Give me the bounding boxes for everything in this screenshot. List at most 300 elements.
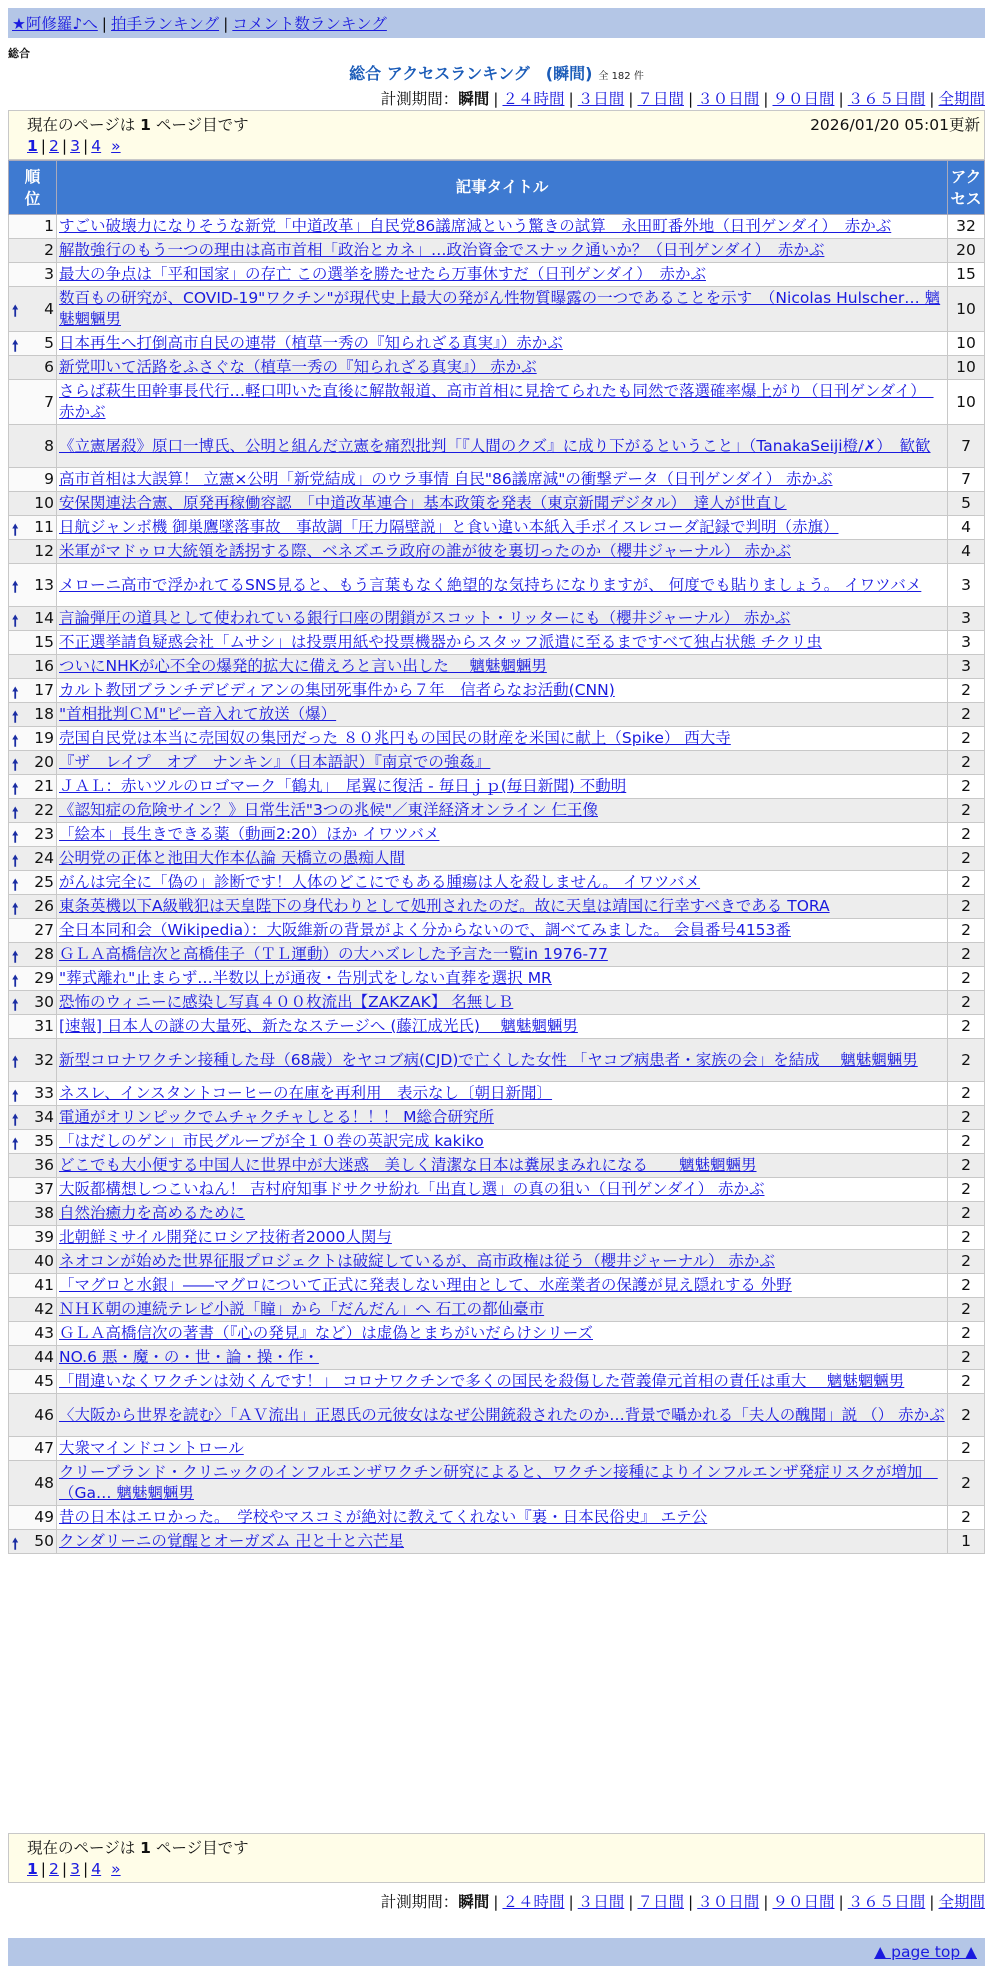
title-cell	[57, 287, 948, 332]
article-link[interactable]: 「間違いなくワクチンは効くんです！」 コロナワクチンで多くの国民を殺傷した菅義偉元首相の責任は重大 魑魅魍魎男	[59, 1372, 905, 1390]
paging-box-top	[8, 110, 985, 160]
next-page-link[interactable]: »	[111, 1860, 121, 1878]
rank-number: 12	[34, 542, 54, 560]
page-link-1[interactable]: 1	[27, 137, 38, 155]
separator: |	[763, 1893, 769, 1911]
rank-number: 8	[44, 436, 54, 455]
up-arrow-icon: 🠕	[12, 731, 19, 750]
article-link[interactable]: 自然治癒力を高めるために	[59, 1204, 246, 1222]
rank-number: 48	[34, 1473, 54, 1492]
article-link[interactable]: どこでも大小便する中国人に世界中が大迷惑 美しく清潔な日本は糞尿まみれになる 魑魅魍魎男	[59, 1156, 757, 1174]
rank-number: 40	[34, 1252, 54, 1270]
period-label: 計測期間：	[380, 90, 459, 108]
rank-cell	[9, 1015, 57, 1039]
separator: |	[838, 1893, 844, 1911]
title-cell	[57, 564, 948, 607]
table-row	[9, 1461, 985, 1506]
rank-cell	[9, 287, 57, 332]
article-link[interactable]: ＪＡＬ：赤いツルのロゴマーク「鶴丸」 尾翼に復活 - 毎日ｊｐ(毎日新聞) 不動明	[59, 777, 627, 795]
table-row	[9, 679, 985, 703]
period-option-link[interactable]: ３６５日間	[847, 90, 926, 108]
rank-cell	[9, 1298, 57, 1322]
article-link[interactable]: 新党叩いて活路をふさぐな（植草一秀の『知られざる真実』） 赤かぶ	[59, 358, 537, 376]
rank-cell	[9, 1437, 57, 1461]
article-link[interactable]: 《認知症の危険サイン？》日常生活"3つの兆候"／東洋経済オンライン 仁王像	[59, 801, 598, 819]
rank-number: 47	[34, 1439, 54, 1457]
page-title	[0, 61, 993, 84]
page-link-2[interactable]: 2	[49, 1860, 59, 1878]
rank-cell	[9, 1130, 57, 1154]
period-option-link[interactable]: ２４時間	[502, 90, 565, 108]
table-row	[9, 727, 985, 751]
period-selector	[381, 87, 985, 109]
title-cell	[57, 380, 948, 425]
paging-box-bottom	[8, 1833, 985, 1883]
title-cell	[57, 1154, 948, 1178]
table-row	[9, 967, 985, 991]
rank-number: 2	[44, 241, 54, 259]
up-arrow-icon: 🠕	[12, 875, 19, 894]
rank-cell	[9, 727, 57, 751]
access-count: 10	[948, 287, 985, 332]
section-label: 総合	[8, 47, 30, 60]
up-arrow-icon: 🠕	[12, 779, 19, 798]
article-link[interactable]: 「マグロと水銀」――マグロについて正式に発表しない理由として、水産業者の保護が見え隠れする 外野	[59, 1276, 792, 1294]
rank-cell	[9, 1274, 57, 1298]
article-link[interactable]: クリーブランド・クリニックのインフルエンザワクチン研究によると、ワクチン接種によりインフルエンザ発症リスクが増加 （Ga… 魑魅魍魎男	[59, 1463, 938, 1502]
top-nav-bar	[8, 8, 985, 38]
article-link[interactable]: 東条英機以下A級戦犯は天皇陛下の身代わりとして処刑されたのだ。故に天皇は靖国に行幸すべきである TORA	[59, 897, 830, 915]
page-top-link[interactable]: ▲ page top ▲	[874, 1943, 977, 1961]
rank-number: 6	[44, 358, 54, 376]
rank-number: 39	[34, 1228, 54, 1246]
access-count: 2	[948, 1506, 985, 1530]
comment-ranking-link[interactable]: コメント数ランキング	[232, 15, 387, 33]
rank-cell	[9, 607, 57, 631]
rank-number: 27	[34, 921, 54, 939]
table-row	[9, 895, 985, 919]
table-row	[9, 991, 985, 1015]
table-row	[9, 1130, 985, 1154]
access-count: 2	[948, 799, 985, 823]
rank-cell	[9, 991, 57, 1015]
access-count: 2	[948, 751, 985, 775]
article-link[interactable]: 言論弾圧の道具として使われている銀行口座の閉鎖がスコット・リッターにも（櫻井ジャーナル） 赤かぶ	[59, 609, 791, 627]
period-option-link[interactable]: ９０日間	[772, 1893, 835, 1911]
table-row	[9, 823, 985, 847]
title-cell	[57, 1370, 948, 1394]
rank-cell	[9, 1154, 57, 1178]
updated-time: 2026/01/20 05:01更新	[810, 116, 980, 134]
article-link[interactable]: がんは完全に「偽の」診断です！人体のどこにでもある腫瘍は人を殺しません。 イワツバメ	[59, 873, 701, 891]
table-row	[9, 1506, 985, 1530]
article-link[interactable]: ＮＨＫ朝の連続テレビ小説「瞳」から「だんだん」へ 石工の都仙臺市	[59, 1300, 545, 1318]
rank-number: 15	[34, 633, 54, 651]
title-cell	[57, 1082, 948, 1106]
article-link[interactable]: 安保関連法合憲、原発再稼働容認 「中道改革連合」基本政策を発表（東京新聞デジタル） 達人が世直し	[59, 494, 787, 512]
access-count: 2	[948, 1370, 985, 1394]
access-count: 2	[948, 1202, 985, 1226]
access-count: 2	[948, 991, 985, 1015]
table-row	[9, 356, 985, 380]
title-cell	[57, 1274, 948, 1298]
ranking-title: 総合 アクセスランキング (瞬間)	[349, 64, 593, 83]
title-cell	[57, 607, 948, 631]
period-option-link[interactable]: ７日間	[637, 90, 684, 108]
article-link[interactable]: ＧＬＡ高橋信次と高橋佳子（ＴＬ運動）の大ハズレした予言た一覧in 1976-77	[59, 945, 608, 963]
period-selector	[381, 1890, 985, 1912]
title-cell	[57, 239, 948, 263]
access-count: 2	[948, 1322, 985, 1346]
article-link[interactable]: 《立憲屠殺》原口一博氏、公明と組んだ立憲を痛烈批判「『人間のクズ』に成り下がるということ」（TanakaSeiji橙/✗） 歓歓	[59, 436, 931, 455]
article-link[interactable]: 北朝鮮ミサイル開発にロシア技術者2000人関与	[59, 1228, 392, 1246]
up-arrow-icon: 🠕	[12, 520, 19, 539]
rank-number: 26	[34, 897, 54, 915]
pager	[27, 137, 121, 155]
pager	[27, 1860, 121, 1878]
period-option-link[interactable]: 全期間	[938, 1893, 985, 1911]
rank-cell	[9, 468, 57, 492]
rank-cell	[9, 1178, 57, 1202]
article-link[interactable]: 最大の争点は「平和国家」の存亡 この選挙を勝たせたら万事休すだ（日刊ゲンダイ） 赤かぶ	[59, 265, 706, 283]
rank-number: 25	[34, 873, 54, 891]
period-option-link[interactable]: 全期間	[938, 90, 985, 108]
rank-cell	[9, 1226, 57, 1250]
article-link[interactable]: 全日本同和会（Wikipedia）：大阪維新の背景がよく分からないので、調べてみました。 会員番号4153番	[59, 921, 791, 939]
access-count: 7	[948, 468, 985, 492]
article-link[interactable]: 昔の日本はエロかった。 学校やマスコミが絶対に教えてくれない『裏・日本民俗史』 エテ公	[59, 1508, 708, 1526]
table-row	[9, 607, 985, 631]
title-cell	[57, 1298, 948, 1322]
title-cell	[57, 516, 948, 540]
table-row	[9, 1106, 985, 1130]
title-cell	[57, 1322, 948, 1346]
access-count: 2	[948, 871, 985, 895]
rank-cell	[9, 425, 57, 468]
period-option-link[interactable]: ３０日間	[697, 1893, 760, 1911]
title-cell	[57, 1461, 948, 1506]
access-count: 2	[948, 1298, 985, 1322]
separator: |	[493, 1893, 499, 1911]
access-count: 32	[948, 215, 985, 239]
separator: |	[61, 1860, 68, 1878]
period-option-link[interactable]: ３日間	[577, 90, 625, 108]
up-arrow-icon: 🠕	[12, 336, 19, 355]
access-count: 2	[948, 727, 985, 751]
article-link[interactable]: 電通がオリンピックでムチャクチャしとる！！！ M総合研究所	[59, 1108, 494, 1126]
access-count: 2	[948, 943, 985, 967]
page-link-3[interactable]: 3	[70, 137, 81, 155]
table-row	[9, 492, 985, 516]
rank-cell	[9, 215, 57, 239]
access-count: 1	[948, 1530, 985, 1554]
article-link[interactable]: 売国自民党は本当に売国奴の集団だった ８０兆円もの国民の財産を米国に献上（Spike） 西大寺	[59, 729, 731, 747]
rank-number: 28	[34, 945, 54, 963]
next-page-link[interactable]: »	[111, 137, 121, 155]
article-link[interactable]: クンダリーニの覚醒とオーガズム 卍と十と六芒星	[59, 1532, 404, 1550]
table-row	[9, 1370, 985, 1394]
rank-cell	[9, 380, 57, 425]
article-link[interactable]: メローニ高市で浮かれてるSNS見ると、もう言葉もなく絶望的な気持ちになりますが、 何度でも貼りましょう。 イワツバメ	[59, 575, 922, 594]
table-row	[9, 516, 985, 540]
rank-number: 34	[34, 1108, 54, 1126]
access-count: 10	[948, 356, 985, 380]
title-cell	[57, 655, 948, 679]
rank-cell	[9, 967, 57, 991]
separator: |	[568, 90, 574, 108]
article-link[interactable]: 公明党の正体と池田大作本仏論 天橋立の愚痴人間	[59, 849, 405, 867]
article-link[interactable]: 高市首相は大誤算！ 立憲×公明「新党結成」のウラ事情 自民"86議席減"の衝撃データ（日刊ゲンダイ） 赤かぶ	[59, 470, 833, 488]
table-row	[9, 1437, 985, 1461]
rank-number: 36	[34, 1156, 54, 1174]
article-link[interactable]: 日本再生へ打倒高市自民の連帯（植草一秀の『知られざる真実』）赤かぶ	[59, 334, 563, 352]
separator: |	[568, 1893, 574, 1911]
article-link[interactable]: 新型コロナワクチン接種した母（68歳）をヤコブ病(CJD)で亡くした女性 「ヤコブ病患者・家族の会」を結成 魑魅魍魎男	[59, 1050, 918, 1069]
rank-number: 45	[34, 1372, 54, 1390]
home-link[interactable]: ★阿修羅♪へ	[12, 15, 98, 33]
separator: |	[628, 1893, 634, 1911]
table-row	[9, 919, 985, 943]
page-link-3[interactable]: 3	[70, 1860, 81, 1878]
up-arrow-icon: 🠕	[12, 1134, 19, 1153]
rank-cell	[9, 1322, 57, 1346]
separator: |	[83, 137, 89, 155]
access-count: 4	[948, 516, 985, 540]
access-count: 10	[948, 380, 985, 425]
article-link[interactable]: すごい破壊力になりそうな新党「中道改革」自民党86議席減という驚きの試算 永田町番外地（日刊ゲンダイ） 赤かぶ	[59, 217, 892, 235]
table-row	[9, 540, 985, 564]
spacer	[101, 137, 111, 155]
rank-cell	[9, 751, 57, 775]
page-link-2[interactable]: 2	[49, 137, 59, 155]
period-option-link[interactable]: ３０日間	[697, 90, 760, 108]
access-count: 2	[948, 1039, 985, 1082]
rank-number: 46	[34, 1405, 54, 1424]
title-cell	[57, 1106, 948, 1130]
table-row	[9, 1039, 985, 1082]
total-count: 全 182 件	[598, 71, 644, 82]
access-count: 7	[948, 425, 985, 468]
article-link[interactable]: カルト教団ブランチデビディアンの集団死事件から７年 信者らなお活動(CNN)	[59, 681, 615, 699]
rank-cell	[9, 1346, 57, 1370]
table-row	[9, 332, 985, 356]
rank-number: 29	[34, 969, 54, 987]
access-count: 3	[948, 631, 985, 655]
access-count: 2	[948, 1437, 985, 1461]
rank-cell	[9, 1082, 57, 1106]
table-row	[9, 1250, 985, 1274]
rank-cell	[9, 564, 57, 607]
current-page-text: 現在のページは 1 ページ目です	[27, 1839, 249, 1857]
title-cell	[57, 847, 948, 871]
rank-cell	[9, 239, 57, 263]
separator: |	[40, 137, 47, 155]
title-cell	[57, 540, 948, 564]
access-count: 2	[948, 703, 985, 727]
rank-cell	[9, 263, 57, 287]
rank-number: 49	[34, 1508, 54, 1526]
table-row	[9, 1322, 985, 1346]
title-cell	[57, 492, 948, 516]
rank-cell	[9, 1370, 57, 1394]
access-count: 10	[948, 332, 985, 356]
rank-cell	[9, 631, 57, 655]
access-count: 20	[948, 239, 985, 263]
rank-number: 14	[34, 609, 54, 627]
article-link[interactable]: ＧＬＡ高橋信次の著書（『心の発見』など）は虚偽とまちがいだらけシリーズ	[59, 1324, 593, 1342]
table-row	[9, 751, 985, 775]
article-link[interactable]: 日航ジャンボ機 御巣鷹墜落事故 事故調「圧力隔壁説」と食い違い本紙入手ボイスレコーダ記録で判明（赤旗）	[59, 518, 839, 536]
article-link[interactable]: [速報] 日本人の謎の大量死、新たなステージへ (藤江成光氏) 魑魅魍魎男	[59, 1017, 578, 1035]
access-count: 2	[948, 847, 985, 871]
article-link[interactable]: NO.6 悪・魔・の・世・論・操・作・	[59, 1348, 319, 1366]
access-count: 2	[948, 1250, 985, 1274]
article-link[interactable]: 〈大阪から世界を読む〉「ＡＶ流出」正恩氏の元彼女はなぜ公開銃殺されたのか…背景で囁かれる「夫人の醜聞」説 （） 赤かぶ	[59, 1405, 945, 1424]
title-cell	[57, 1250, 948, 1274]
title-cell	[57, 679, 948, 703]
article-link[interactable]: 『ザ レイプ オブ ナンキン』（日本語訳）『南京での強姦』	[59, 753, 491, 771]
title-cell	[57, 703, 948, 727]
article-link[interactable]: ネオコンが始めた世界征服プロジェクトは破綻しているが、高市政権は従う（櫻井ジャーナル） 赤かぶ	[59, 1252, 775, 1270]
rank-number: 50	[34, 1532, 54, 1550]
article-link[interactable]: 大衆マインドコントロール	[59, 1439, 244, 1457]
title-cell	[57, 967, 948, 991]
title-cell	[57, 631, 948, 655]
page-link-4[interactable]: 4	[91, 1860, 102, 1878]
up-arrow-icon: 🠕	[12, 899, 19, 918]
rank-cell	[9, 332, 57, 356]
article-link[interactable]: 数百もの研究が、COVID-19"ワクチン"が現代史上最大の発がん性物質曝露の一つであることを示す （Nicolas Hulscher… 魑魅魍魎男	[59, 289, 941, 328]
rank-number: 19	[34, 729, 54, 747]
title-cell	[57, 1015, 948, 1039]
title-cell	[57, 991, 948, 1015]
rank-number: 13	[34, 575, 54, 594]
rank-cell	[9, 1039, 57, 1082]
article-link[interactable]: さらば萩生田幹事長代行…軽口叩いた直後に解散報道、高市首相に見捨てられたも同然で落選確率爆上がり（日刊ゲンダイ） 赤かぶ	[59, 382, 934, 421]
period-option-link[interactable]: ３６５日間	[847, 1893, 926, 1911]
table-row	[9, 1346, 985, 1370]
article-link[interactable]: 米軍がマドゥロ大統領を誘拐する際、ベネズエラ政府の誰が彼を裏切ったのか（櫻井ジャーナル） 赤かぶ	[59, 542, 791, 560]
rank-cell	[9, 703, 57, 727]
title-cell	[57, 1530, 948, 1554]
access-count: 2	[948, 823, 985, 847]
table-row	[9, 655, 985, 679]
rank-cell	[9, 823, 57, 847]
access-count: 5	[948, 492, 985, 516]
period-option-link[interactable]: ３日間	[577, 1893, 625, 1911]
rank-number: 41	[34, 1276, 54, 1294]
rank-cell	[9, 919, 57, 943]
rank-number: 4	[44, 299, 54, 318]
rank-cell	[9, 847, 57, 871]
table-row	[9, 703, 985, 727]
table-row	[9, 847, 985, 871]
rank-number: 30	[34, 993, 54, 1011]
rank-cell	[9, 1202, 57, 1226]
up-arrow-icon: 🠕	[12, 995, 19, 1014]
article-link[interactable]: ついにNHKが心不全の爆発的拡大に備えろと言い出した 魑魅魍魎男	[59, 657, 547, 675]
page-link-4[interactable]: 4	[91, 137, 102, 155]
title-cell	[57, 751, 948, 775]
rank-number: 32	[34, 1050, 54, 1069]
applause-ranking-link[interactable]: 拍手ランキング	[111, 15, 220, 33]
period-label: 計測期間：	[380, 1893, 459, 1911]
rank-number: 10	[34, 494, 54, 512]
article-link[interactable]: "葬式離れ"止まらず…半数以上が通夜・告別式をしない直葬を選択 MR	[59, 969, 552, 987]
article-link[interactable]: 不正選挙請負疑惑会社「ムサシ」は投票用紙や投票機器からスタッフ派遣に至るまですべて独占状態 チクリ虫	[59, 633, 822, 651]
ranking-table	[8, 160, 985, 1554]
article-link[interactable]: ネスレ、インスタントコーヒーの在庫を再利用 表示なし〔朝日新聞〕	[59, 1084, 553, 1102]
rank-number: 20	[34, 753, 54, 771]
page-link-1[interactable]: 1	[27, 1860, 38, 1878]
title-cell	[57, 943, 948, 967]
article-link[interactable]: 「絵本」長生きできる薬（動画2:20）ほか イワツバメ	[59, 825, 440, 843]
rank-cell	[9, 799, 57, 823]
up-arrow-icon: 🠕	[12, 947, 19, 966]
separator: |	[40, 1860, 47, 1878]
article-link[interactable]: 「はだしのゲン」市民グループが全１０巻の英訳完成 kakiko	[59, 1132, 484, 1150]
title-cell	[57, 332, 948, 356]
table-row	[9, 215, 985, 239]
separator: |	[929, 90, 935, 108]
access-header: アクセス	[948, 161, 985, 215]
period-option-link[interactable]: ９０日間	[772, 90, 835, 108]
up-arrow-icon: 🠕	[12, 707, 19, 726]
table-row	[9, 380, 985, 425]
rank-cell	[9, 492, 57, 516]
rank-number: 7	[44, 392, 54, 411]
article-link[interactable]: 解散強行のもう一つの理由は高市首相「政治とカネ」…政治資金でスナック通いか？（日刊ゲンダイ） 赤かぶ	[59, 241, 825, 259]
rank-cell	[9, 775, 57, 799]
title-cell	[57, 1346, 948, 1370]
title-cell	[57, 799, 948, 823]
period-option-link[interactable]: ２４時間	[502, 1893, 565, 1911]
rank-number: 43	[34, 1324, 54, 1342]
rank-number: 44	[34, 1348, 54, 1366]
rank-number: 1	[44, 217, 54, 235]
access-count: 2	[948, 967, 985, 991]
title-cell	[57, 1130, 948, 1154]
period-option-link[interactable]: ７日間	[637, 1893, 684, 1911]
rank-number: 37	[34, 1180, 54, 1198]
access-count: 2	[948, 1346, 985, 1370]
up-arrow-icon: 🠕	[12, 851, 19, 870]
table-row	[9, 943, 985, 967]
title-cell	[57, 1039, 948, 1082]
up-arrow-icon: 🠕	[12, 827, 19, 846]
rank-number: 33	[34, 1084, 54, 1102]
article-link[interactable]: 大阪都構想しつこいねん！ 吉村府知事ドサクサ紛れ「出直し選」の真の狙い（日刊ゲンダイ） 赤かぶ	[59, 1180, 765, 1198]
up-arrow-icon: 🠕	[12, 1053, 19, 1071]
access-count: 2	[948, 895, 985, 919]
up-arrow-icon: 🠕	[12, 1110, 19, 1129]
access-count: 2	[948, 1154, 985, 1178]
spacer	[101, 1860, 111, 1878]
separator: |	[688, 1893, 694, 1911]
article-link[interactable]: 恐怖のウィニーに感染し写真４００枚流出【ZAKZAK】 名無しＢ	[59, 993, 514, 1011]
rank-cell	[9, 895, 57, 919]
rank-cell	[9, 1530, 57, 1554]
title-cell	[57, 215, 948, 239]
table-row	[9, 263, 985, 287]
up-arrow-icon: 🠕	[12, 1534, 19, 1553]
article-link[interactable]: "首相批判ＣＭ"ピー音入れて放送（爆）	[59, 705, 337, 723]
rank-cell	[9, 540, 57, 564]
rank-cell	[9, 679, 57, 703]
rank-number: 17	[34, 681, 54, 699]
title-cell	[57, 356, 948, 380]
table-row	[9, 287, 985, 332]
